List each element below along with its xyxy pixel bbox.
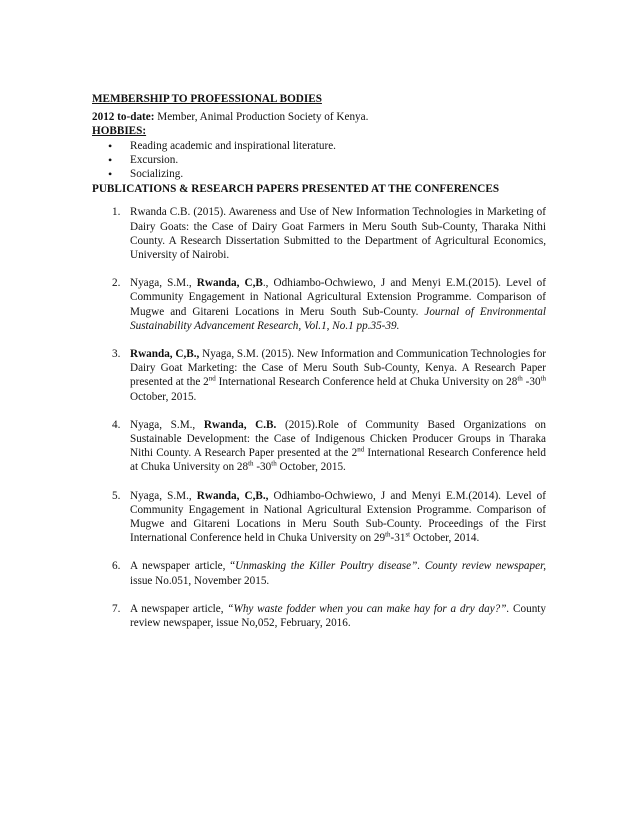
membership-entry xyxy=(92,110,546,124)
publication-author-bold: Rwanda, C,B., xyxy=(130,348,200,361)
membership-text: Member, Animal Production Society of Kenya. xyxy=(157,111,369,124)
publication-number: 6. xyxy=(112,560,121,573)
publication-number: 5. xyxy=(112,489,121,502)
publication-text: -31 xyxy=(390,532,406,545)
publication-text: Nyaga, S.M., xyxy=(130,418,204,431)
publication-item xyxy=(92,559,546,587)
publication-article-title: “Why waste fodder when you can make hay for a dry day?”. xyxy=(227,602,510,615)
publication-number: 2. xyxy=(112,277,121,290)
publication-author-bold: Rwanda, C,B xyxy=(196,277,263,290)
publication-number: 1. xyxy=(112,206,121,219)
publication-text: -30 xyxy=(522,376,541,389)
ordinal-suffix: nd xyxy=(357,445,365,454)
publication-text: Nyaga, S.M., xyxy=(130,489,197,502)
ordinal-suffix: th xyxy=(271,459,277,468)
publication-item xyxy=(92,602,546,630)
document-page xyxy=(92,92,546,644)
publication-text: County review newspaper, issue No,052, February, 2016. xyxy=(130,602,546,630)
publication-text: Nyaga, S.M. (2015). New Information and Communication Technologies for Dairy Goat Marketing: the Case of Meru South Sub-County, Kenya. A Research Paper presented at the 2 xyxy=(130,348,547,389)
ordinal-suffix: th xyxy=(540,374,547,383)
publication-text: ., Odhiambo-Ochwiewo, J and Menyi E.M.(2015). Level of Community Engagement in National Agricultural Extension Programme. Comparison of Mugwe and Gitareni Locations in Meru South Sub-County. xyxy=(130,277,546,318)
ordinal-suffix: th xyxy=(248,459,254,468)
publication-text: Rwanda C.B. (2015). Awareness and Use of New Information Technologies in Marketing of Dairy Goats: the Case of Dairy Goat Farmers in Meru South Sub-County, Tharaka Nithi County. A Research Dissertation Submitted to the Department of Agricultural Economics, University of Nairobi. xyxy=(130,206,546,262)
publication-text: Nyaga, S.M., xyxy=(130,277,197,290)
publication-item xyxy=(92,276,546,333)
publication-number: 7. xyxy=(112,602,121,615)
membership-heading: MEMBERSHIP TO PROFESSIONAL BODIES xyxy=(92,93,322,105)
publication-text: -30 xyxy=(253,461,272,474)
ordinal-suffix: th xyxy=(517,374,523,383)
publications-heading: PUBLICATIONS & RESEARCH PAPERS PRESENTED AT THE CONFERENCES xyxy=(92,183,500,196)
ordinal-suffix: th xyxy=(385,530,391,539)
ordinal-suffix: st xyxy=(405,530,411,539)
publication-text: Odhiambo-Ochwiewo, J and Menyi E.M.(2014). Level of Community Engagement in National Agricultural Extension Programme. Comparison of Mugwe and Gitareni Locations in Meru South Sub-County. Proceedings of the First International Conference held in Chuka University on 29 xyxy=(130,489,546,545)
publication-text: October, 2014. xyxy=(410,532,480,545)
publication-item xyxy=(92,489,546,546)
hobby-item: • Excursion. xyxy=(130,153,546,167)
hobby-item: • Socializing. xyxy=(130,167,546,181)
publication-text: issue No.051, November 2015. xyxy=(130,574,270,587)
membership-period: 2012 to-date: xyxy=(92,111,155,124)
publication-text: (2015).Role of Community Based Organizations on Sustainable Development: the Case of Indigenous Chicken Producer Groups in Tharaka Nithi County. A Research Paper presented at the 2 xyxy=(130,418,546,460)
ordinal-suffix: nd xyxy=(208,374,216,383)
publication-number: 3. xyxy=(112,348,121,361)
publication-journal: Journal of Environmental Sustainability Advancement Research, Vol.1, No.1 pp.35-39. xyxy=(130,305,546,332)
publication-item xyxy=(92,205,546,262)
publication-number: 4. xyxy=(112,418,121,431)
publication-item xyxy=(92,347,546,404)
publication-article-title: Unmasking the Killer Poultry disease”. County review newspaper, xyxy=(235,560,546,573)
hobby-item: • Reading academic and inspirational literature. xyxy=(130,139,546,153)
publication-author-bold: Rwanda, C.B. xyxy=(203,418,277,431)
publication-text: October, 2015. xyxy=(130,390,197,403)
publications-list xyxy=(92,205,546,630)
publication-text: International Research Conference held at Chuka University on 28 xyxy=(215,376,518,389)
publication-text: A newspaper article, xyxy=(130,602,228,615)
publication-text: A newspaper article, “ xyxy=(130,560,236,573)
publication-author-bold: Rwanda, C,B., xyxy=(196,489,269,502)
publication-text: International Research Conference held at Chuka University on 28 xyxy=(130,447,546,474)
publication-item xyxy=(92,418,546,475)
hobbies-list xyxy=(92,139,546,182)
hobbies-heading: HOBBIES: xyxy=(92,125,147,138)
publication-text: October, 2015. xyxy=(276,461,346,474)
